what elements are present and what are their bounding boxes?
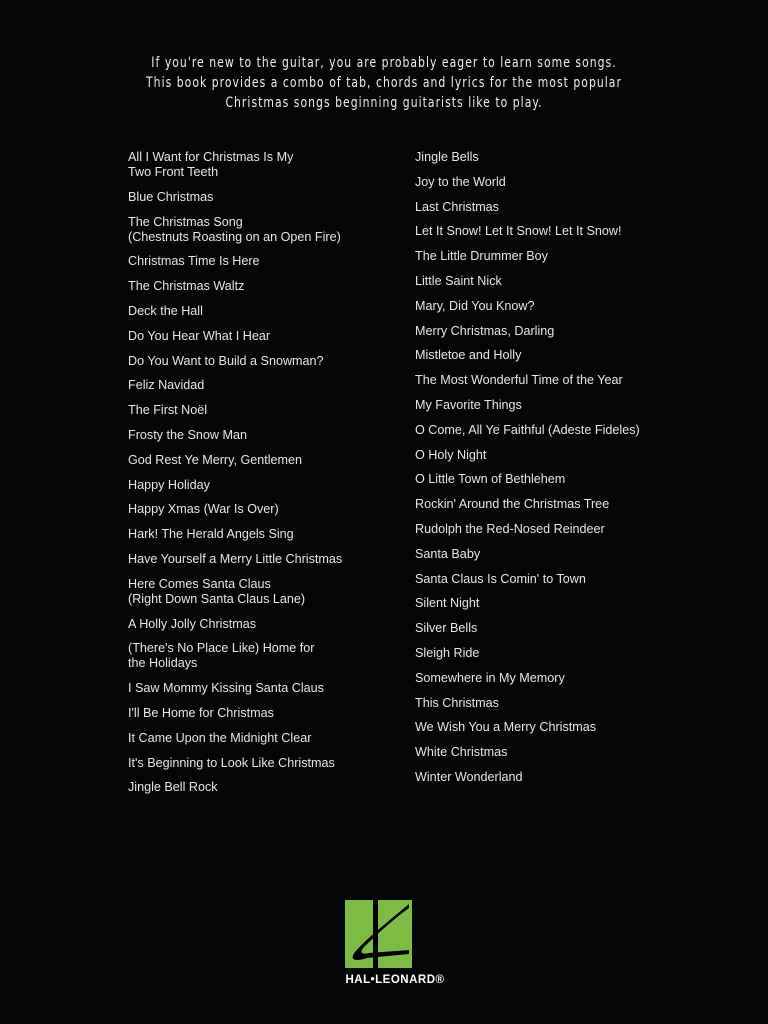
song-title: The Most Wonderful Time of the Year xyxy=(415,373,623,388)
song-title: Happy Xmas (War Is Over) xyxy=(128,502,279,517)
song-title: Rudolph the Red-Nosed Reindeer xyxy=(415,521,605,536)
song-title: It's Beginning to Look Like Christmas xyxy=(128,755,335,770)
song-title: A Holly Jolly Christmas xyxy=(128,616,257,631)
song-title: Somewhere in My Memory xyxy=(415,670,565,685)
song-title: Sleigh Ride xyxy=(415,645,480,660)
song-title: O Holy Night xyxy=(415,447,487,462)
song-title: Jingle Bells xyxy=(415,150,479,164)
song-title: My Favorite Things xyxy=(415,397,522,412)
song-title: Santa Baby xyxy=(415,546,481,561)
song-title: Have Yourself a Merry Little Christmas xyxy=(128,551,343,566)
song-title: Do You Want to Build a Snowman? xyxy=(128,353,324,368)
song-title: Mistletoe and Holly xyxy=(415,348,522,363)
song-title: O Little Town of Bethlehem xyxy=(415,472,566,487)
logo-mark-icon xyxy=(345,900,412,968)
song-title: Do You Hear What I Hear xyxy=(128,328,271,343)
song-title: Frosty the Snow Man xyxy=(128,427,247,442)
song-title: Happy Holiday xyxy=(128,477,210,492)
song-title: Silent Night xyxy=(415,596,480,611)
song-title: The First Noël xyxy=(128,403,208,418)
song-list-left xyxy=(128,150,342,795)
song-title: Blue Christmas xyxy=(128,189,214,204)
song-title: Winter Wonderland xyxy=(415,769,523,784)
song-title: We Wish You a Merry Christmas xyxy=(415,720,597,735)
intro-text xyxy=(54,53,714,113)
song-title: Santa Claus Is Comin' to Town xyxy=(415,571,586,586)
song-title: Rockin' Around the Christmas Tree xyxy=(415,497,610,512)
song-title: Christmas Time Is Here xyxy=(128,254,260,269)
song-title: Merry Christmas, Darling xyxy=(415,323,555,338)
intro-line: If you're new to the guitar, you are probably eager to learn some songs. xyxy=(151,55,617,71)
song-title: Jingle Bell Rock xyxy=(128,780,218,795)
song-title: Silver Bells xyxy=(415,621,478,636)
song-title: The Little Drummer Boy xyxy=(415,249,548,264)
song-title: White Christmas xyxy=(415,745,508,760)
song-title: Let It Snow! Let It Snow! Let It Snow! xyxy=(415,224,622,239)
song-title: Last Christmas xyxy=(415,199,499,214)
song-title: Little Saint Nick xyxy=(415,273,502,288)
intro-line: This book provides a combo of tab, chords and lyrics for the most popular xyxy=(146,75,622,91)
song-title: O Come, All Ye Faithful (Adeste Fideles) xyxy=(415,422,640,437)
song-list-right xyxy=(415,150,640,785)
song-title: The Christmas Song (Chestnuts Roasting on an Open Fire) xyxy=(128,214,341,244)
song-title: Hark! The Herald Angels Sing xyxy=(128,527,294,542)
song-title: God Rest Ye Merry, Gentlemen xyxy=(128,452,303,467)
song-title: This Christmas xyxy=(415,695,499,710)
song-title: I Saw Mommy Kissing Santa Claus xyxy=(128,681,324,696)
song-title: Deck the Hall xyxy=(128,303,203,318)
hal-leonard-logo xyxy=(330,898,460,990)
intro-line: Christmas songs beginning guitarists like to play. xyxy=(225,95,543,111)
song-title: Mary, Did You Know? xyxy=(415,298,535,313)
logo-text: HAL•LEONARD® xyxy=(345,974,445,986)
song-title: (There's No Place Like) Home for the Holidays xyxy=(128,641,315,671)
song-title: Here Comes Santa Claus (Right Down Santa Claus Lane) xyxy=(128,576,306,606)
song-title: I'll Be Home for Christmas xyxy=(128,705,274,720)
song-title: Feliz Navidad xyxy=(128,378,205,393)
song-title: Joy to the World xyxy=(415,174,506,189)
song-title: All I Want for Christmas Is My Two Front Teeth xyxy=(128,150,294,179)
song-title: The Christmas Waltz xyxy=(128,279,245,294)
song-title: It Came Upon the Midnight Clear xyxy=(128,730,312,745)
